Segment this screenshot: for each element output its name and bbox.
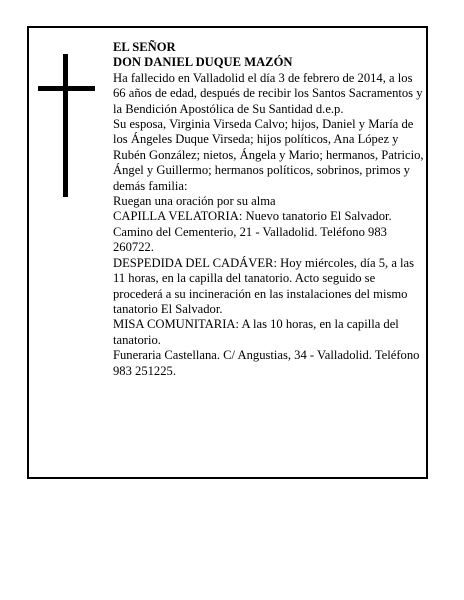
cross-icon	[38, 54, 95, 197]
deceased-name: DON DANIEL DUQUE MAZÓN	[113, 55, 293, 70]
obituary-text	[113, 40, 425, 379]
farewell-info: DESPEDIDA DEL CADÁVER: Hoy miércoles, día 5, a las 11 horas, en la capilla del tanatorio. Acto seguido se procederá a su incineración en las instalaciones del mismo tanatorio El Salvador.	[113, 255, 415, 316]
death-announcement: Ha fallecido en Valladolid el día 3 de febrero de 2014, a los 66 años de edad, después de recibir los Santos Sacramentos y la Bendición Apostólica de Su Santidad d.e.p.	[113, 70, 423, 116]
funeral-home-info: Funeraria Castellana. C/ Angustias, 34 - Valladolid. Teléfono 983 251225.	[113, 348, 420, 378]
wake-chapel-info: CAPILLA VELATORIA: Nuevo tanatorio El Salvador. Camino del Cementerio, 21 - Valladolid. Teléfono 983 260722.	[113, 209, 392, 255]
cross-vertical-bar	[63, 54, 68, 197]
notice-title-line-1: EL SEÑOR	[113, 40, 176, 54]
mass-info: MISA COMUNITARIA: A las 10 horas, en la capilla del tanatorio.	[113, 317, 399, 347]
prayer-request: Ruegan una oración por su alma	[113, 194, 276, 209]
cross-horizontal-bar	[38, 86, 95, 91]
family-list: Su esposa, Virginia Virseda Calvo; hijos, Daniel y María de los Ángeles Duque Virseda; hijos políticos, Ana López y Rubén González; nietos, Ángela y Mario; hermanos, Patricio, Ángel y Guillermo; hermanos políticos, sobrinos, primos y demás familia:	[113, 117, 424, 193]
